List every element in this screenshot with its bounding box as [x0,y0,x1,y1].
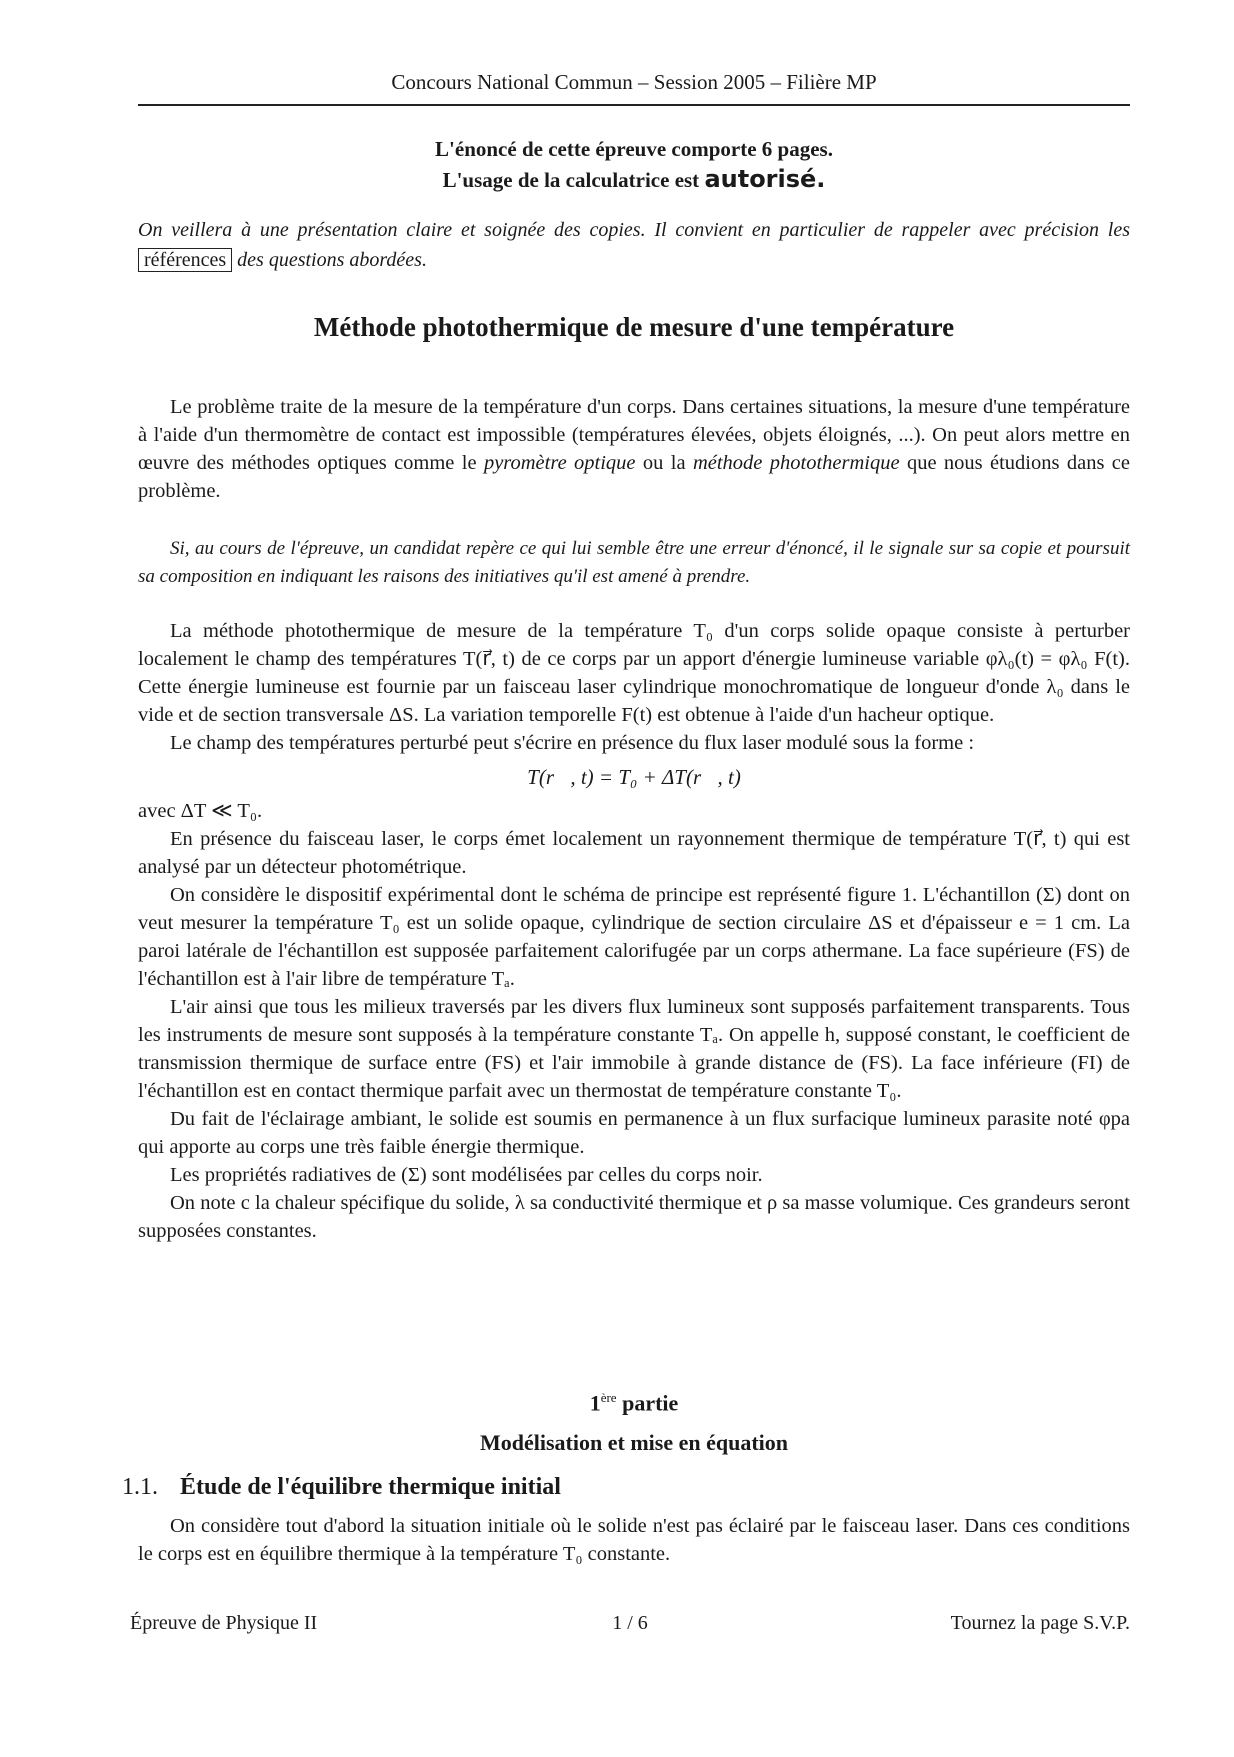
intro-text-3: que nous étudions dans ce problème. [138,452,1130,502]
notice-pages: L'énoncé de cette épreuve comporte 6 pages. [435,137,833,161]
notice-calculator [138,164,1130,195]
main-body [138,617,1130,1245]
intro-ital-2: méthode photothermique [692,452,900,474]
footer-exam: Épreuve de Physique II [130,1612,318,1634]
equation-temperature: T(r⃗, t) = T₀ + ΔT(r⃗, t) [527,765,741,789]
section-heading [122,1474,1122,1501]
boxed-references: références [138,248,232,272]
intro-text-1: Le problème traite de la mesure de la température d'un corps. Dans certaines situations, la mesure d'une température à l'aide d'un thermomètre de contact est impossible (températures élevées, objets éloignés, ...). On peut alors mettre en œuvre des méthodes optiques comme le [138,396,1130,474]
paragraph-condition: avec ΔT ≪ T₀. [138,800,263,822]
part-heading [138,1378,1130,1463]
exam-notice [138,134,1130,195]
intro-ital-1: pyromètre optique [483,452,636,474]
intro-paragraph [138,393,1130,505]
footer-page-number: 1 / 6 [612,1612,648,1634]
part-num: 1 [589,1390,601,1416]
paragraph-method: La méthode photothermique de mesure de la température T₀ d'un corps solide opaque consiste à perturber localement le champ des températures T(r⃗, t) de ce corps par un apport d'énergie lumineuse variable φλ₀(t) = φλ₀ F(t). Cette énergie lumineuse est fournie par un faisceau laser cylindrique monochromatique de longueur d'onde λ₀ dans le vide et de section transversale ΔS. La variation temporelle F(t) est obtenue à l'aide d'un hacheur optique. [138,620,1130,726]
page-title: Méthode photothermique de mesure d'une température [313,312,955,342]
paragraph-parasite: Du fait de l'éclairage ambiant, le solide est soumis en permanence à un flux surfacique lumineux parasite noté φpa qui apporte au corps une très faible énergie thermique. [138,1108,1130,1158]
page-header: Concours National Commun – Session 2005 – Filière MP [391,70,877,94]
presentation-note-text: On veillera à une présentation claire et soignée des copies. Il convient en particulier de rappeler avec précision les [138,219,1130,241]
intro-text-2: ou la [635,452,693,474]
disclaimer: Si, au cours de l'épreuve, un candidat repère ce qui lui semble être une erreur d'énoncé, il le signale sur sa copie et poursuit sa composition en indiquant les raisons des initiatives qu'il est amené à prendre. [138,538,1130,587]
paragraph-air: L'air ainsi que tous les milieux traversés par les divers flux lumineux sont supposés parfaitement transparents. Tous les instruments de mesure sont supposés à la température constante Tₐ. On appelle h, supposé constant, le coefficient de transmission thermique de surface entre (FS) et l'air immobile à grande distance de (FS). La face inférieure (FI) de l'échantillon est en contact thermique parfait avec un thermostat de température constante T₀. [138,996,1130,1102]
notice-calculator-text: L'usage de la calculatrice est [442,168,705,192]
header-rule [138,104,1130,106]
part-word: partie [616,1390,679,1416]
notice-calculator-emph: autorisé. [704,165,826,193]
section-title: Étude de l'équilibre thermique initial [180,1474,561,1500]
presentation-note [138,215,1130,275]
presentation-note-end: des questions abordées. [232,249,427,271]
paragraph-setup: On considère le dispositif expérimental dont le schéma de principe est représenté figure 1. L'échantillon (Σ) dont on veut mesurer la température T₀ est un solide opaque, cylindrique de section circulaire ΔS et d'épaisseur e = 1 cm. La paroi latérale de l'échantillon est supposée parfaitement calorifugée par un corps athermane. La face supérieure (FS) de l'échantillon est à l'air libre de température Tₐ. [138,884,1130,990]
paragraph-emission: En présence du faisceau laser, le corps émet localement un rayonnement thermique de température T(r⃗, t) qui est analysé par un détecteur photométrique. [138,828,1130,878]
section-paragraph: On considère tout d'abord la situation initiale où le solide n'est pas éclairé par le faisceau laser. Dans ces conditions le corps est en équilibre thermique à la température T₀ constante. [138,1515,1130,1565]
section-body [138,1512,1130,1568]
paragraph-constants: On note c la chaleur spécifique du solide, λ sa conductivité thermique et ρ sa masse volumique. Ces grandeurs seront supposées constantes. [138,1192,1130,1242]
footer-turn-page: Tournez la page S.V.P. [950,1612,1130,1634]
section-number: 1.1. [122,1474,158,1500]
part-subtitle: Modélisation et mise en équation [480,1430,788,1456]
part-sup: ère [600,1390,617,1405]
paragraph-field: Le champ des températures perturbé peut s'écrire en présence du flux laser modulé sous la forme : [170,732,975,754]
paragraph-blackbody: Les propriétés radiatives de (Σ) sont modélisées par celles du corps noir. [170,1164,763,1186]
part-number [138,1378,1130,1423]
